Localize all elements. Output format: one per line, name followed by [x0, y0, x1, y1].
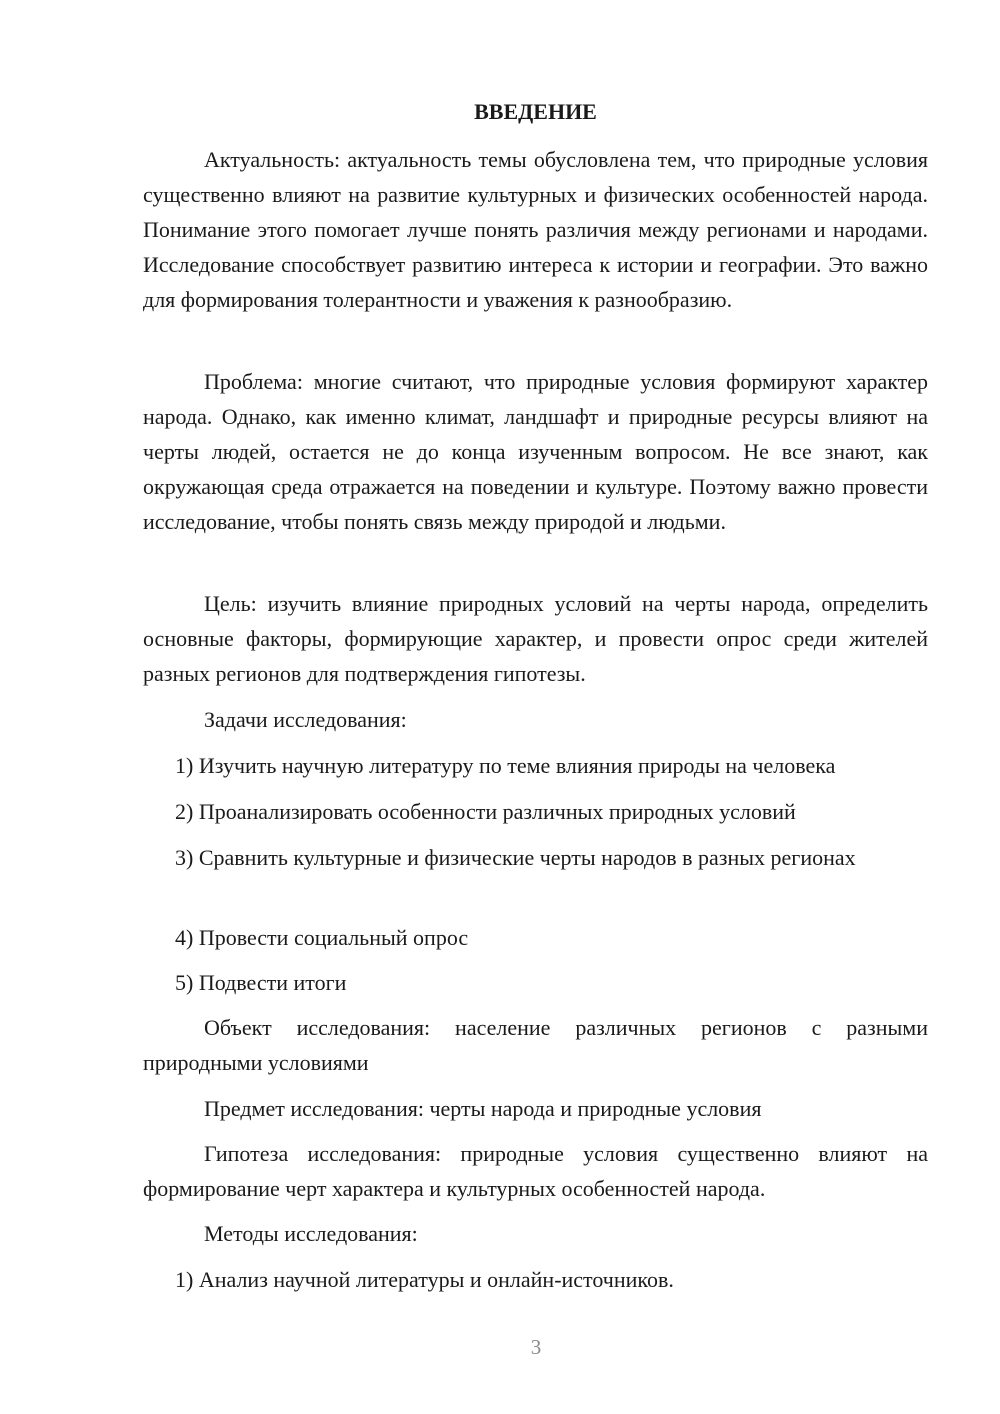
paragraph-goal: Цель: изучить влияние природных условий на черты народа, определить основные факторы, формирующие характер, и провести опрос среди жителей разных регионов для подтверждения гипотезы. — [143, 591, 928, 686]
section-title: ВВЕДЕНИЕ — [474, 99, 597, 124]
task-item-4: 4) Провести социальный опрос — [175, 925, 469, 950]
paragraph-hypothesis: Гипотеза исследования: природные условия существенно влияют на формирование черт характера и культурных особенностей народа. — [143, 1141, 928, 1201]
methods-heading: Методы исследования: — [204, 1221, 418, 1246]
task-item-2: 2) Проанализировать особенности различных природных условий — [175, 799, 796, 824]
method-item-1: 1) Анализ научной литературы и онлайн-источников. — [175, 1267, 674, 1292]
paragraph-problem: Проблема: многие считают, что природные условия формируют характер народа. Однако, как именно климат, ландшафт и природные ресурсы влияют на черты людей, остается не до конца изученным вопросом. Не все знают, как окружающая среда отражается на поведении и культуре. Поэтому важно провести исследование, чтобы понять связь между природой и людьми. — [143, 369, 928, 534]
task-item-5: 5) Подвести итоги — [175, 970, 347, 995]
paragraph-object: Объект исследования: население различных регионов с разными природными условиями — [143, 1015, 928, 1075]
task-item-3: 3) Сравнить культурные и физические черты народов в разных регионах — [175, 845, 856, 870]
task-item-1: 1) Изучить научную литературу по теме влияния природы на человека — [175, 753, 836, 778]
tasks-heading: Задачи исследования: — [204, 707, 407, 732]
page-number: 3 — [530, 1335, 542, 1359]
paragraph-subject: Предмет исследования: черты народа и природные условия — [204, 1096, 762, 1121]
paragraph-relevance: Актуальность: актуальность темы обусловлена тем, что природные условия существенно влияют на развитие культурных и физических особенностей народа. Понимание этого помогает лучше понять различия между регионами и народами. Исследование способствует развитию интереса к истории и географии. Это важно для формирования толерантности и уважения к разнообразию. — [143, 147, 928, 312]
